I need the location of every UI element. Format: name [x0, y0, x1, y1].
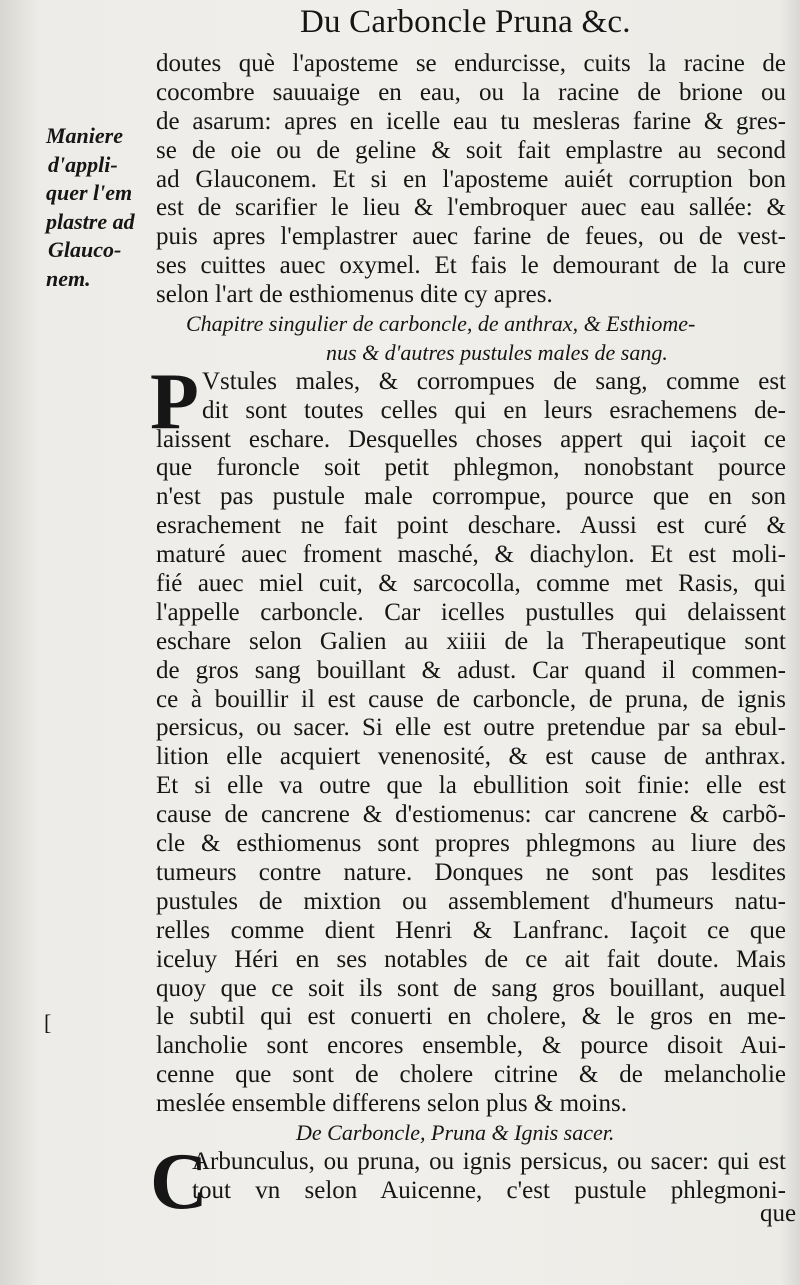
- text-line: persicus, ou sacer. Si elle est outre pretendue par sa ebul-: [156, 714, 786, 742]
- text-line: meslée ensemble differens selon plus & moins.: [156, 1090, 627, 1118]
- text-line: cenne que sont de cholere citrine & de melancholie: [156, 1061, 786, 1089]
- margin-note-line: Glauco-: [48, 237, 122, 263]
- chapter-heading-line: Chapitre singulier de carboncle, de anthrax, & Esthiome-: [186, 311, 696, 337]
- text-line: dit sont toutes celles qui en leurs esrachemens de-: [202, 396, 786, 424]
- text-body: [150, 50, 786, 1226]
- text-line: cocombre sauuaige en eau, ou la racine de brione ou: [156, 78, 786, 106]
- text-line: cle & esthiomenus sont propres phlegmons au liure des: [156, 830, 786, 858]
- margin-note: [46, 122, 154, 294]
- text-line: cause de cancrene & d'estiomenus: car cancrene & carbõ-: [156, 801, 786, 829]
- text-line: est de scarifier le lieu & l'embroquer auec eau sallée: &: [156, 194, 786, 222]
- text-line: esrachement ne fait point deschare. Aussi est curé &: [156, 512, 786, 540]
- text-line: lition elle acquiert venenosité, & est cause de anthrax.: [156, 743, 786, 771]
- text-line: doutes què l'aposteme se endurcisse, cuits la racine de: [156, 50, 786, 77]
- drop-cap: P: [150, 357, 199, 446]
- text-line: relles comme dient Henri & Lanfranc. Iaçoit ce que: [156, 916, 786, 944]
- margin-note-line: Maniere: [46, 123, 123, 148]
- text-line: ses cuittes auec oxymel. Et fais le demourant de la cure: [156, 252, 786, 280]
- text-line: tout vn selon Auicenne, c'est pustule phlegmoni-: [192, 1176, 786, 1204]
- running-header: Du Carboncle Pruna &c.: [300, 4, 631, 40]
- text-line: de asarum: apres en icelle eau tu mesleras farine & gres-: [156, 107, 786, 135]
- text-line: Arbunculus, ou pruna, ou ignis persicus, ou sacer: qui est: [192, 1147, 786, 1175]
- paragraph-2: [150, 357, 786, 1119]
- text-line: n'est pas pustule male corrompue, pource que en son: [156, 483, 786, 511]
- text-line: le subtil qui est conuerti en cholere, & le gros en me-: [156, 1003, 786, 1031]
- text-line: iceluy Héri en ses notables de ce ait fait doute. Mais: [156, 945, 786, 973]
- margin-note-line: plastre ad: [46, 208, 135, 234]
- text-line: maturé auec froment masché, & diachylon. Et est moli-: [156, 541, 786, 569]
- text-line: lancholie sont encores ensemble, & pource disoit Aui-: [156, 1032, 786, 1060]
- margin-note-line: quer l'em: [46, 180, 133, 206]
- text-line: l'appelle carboncle. Car icelles pustulles qui delaissent: [156, 598, 786, 626]
- section-heading: De Carboncle, Pruna & Ignis sacer.: [296, 1119, 615, 1145]
- drop-cap: C: [150, 1137, 208, 1226]
- text-line: quoy que ce soit ils sont de sang gros bouillant, auquel: [156, 974, 786, 1002]
- text-line: de gros sang bouillant & adust. Car quand il commen-: [156, 656, 786, 684]
- text-line: Vstules males, & corrompues de sang, comme est: [202, 367, 786, 395]
- text-line: selon l'art de esthiomenus dite cy apres.: [156, 281, 553, 309]
- margin-note-line: d'appli-: [48, 151, 118, 177]
- text-line: Et si elle va outre que la ebullition soit finie: elle est: [156, 772, 786, 800]
- margin-tick: [: [44, 1010, 52, 1035]
- margin-note-line: nem.: [46, 265, 91, 291]
- text-line: que furoncle soit petit phlegmon, nonobstant pource: [156, 454, 786, 482]
- paragraph-1: [156, 50, 786, 310]
- text-line: ce à bouillir il est cause de carboncle, de pruna, de ignis: [156, 685, 786, 713]
- text-line: eschare selon Galien au xiiii de la Therapeutique sont: [156, 627, 786, 655]
- text-line: puis apres l'emplastrer auec farine de feues, ou de vest-: [156, 223, 786, 251]
- text-line: laissent eschare. Desquelles choses appert qui iaçoit ce: [156, 425, 786, 453]
- text-line: fié auec miel cuit, & sarcocolla, comme met Rasis, qui: [156, 570, 786, 598]
- text-line: tumeurs contre nature. Donques ne sont pas lesdites: [156, 858, 786, 886]
- catchword: que: [760, 1200, 797, 1227]
- text-line: pustules de mixtion ou assemblement d'humeurs natu-: [156, 887, 786, 915]
- chapter-heading-line: nus & d'autres pustules males de sang.: [326, 339, 668, 365]
- text-line: ad Glauconem. Et si en l'aposteme auiét corruption bon: [156, 165, 786, 193]
- text-line: se de oie ou de geline & soit fait emplastre au second: [156, 136, 786, 164]
